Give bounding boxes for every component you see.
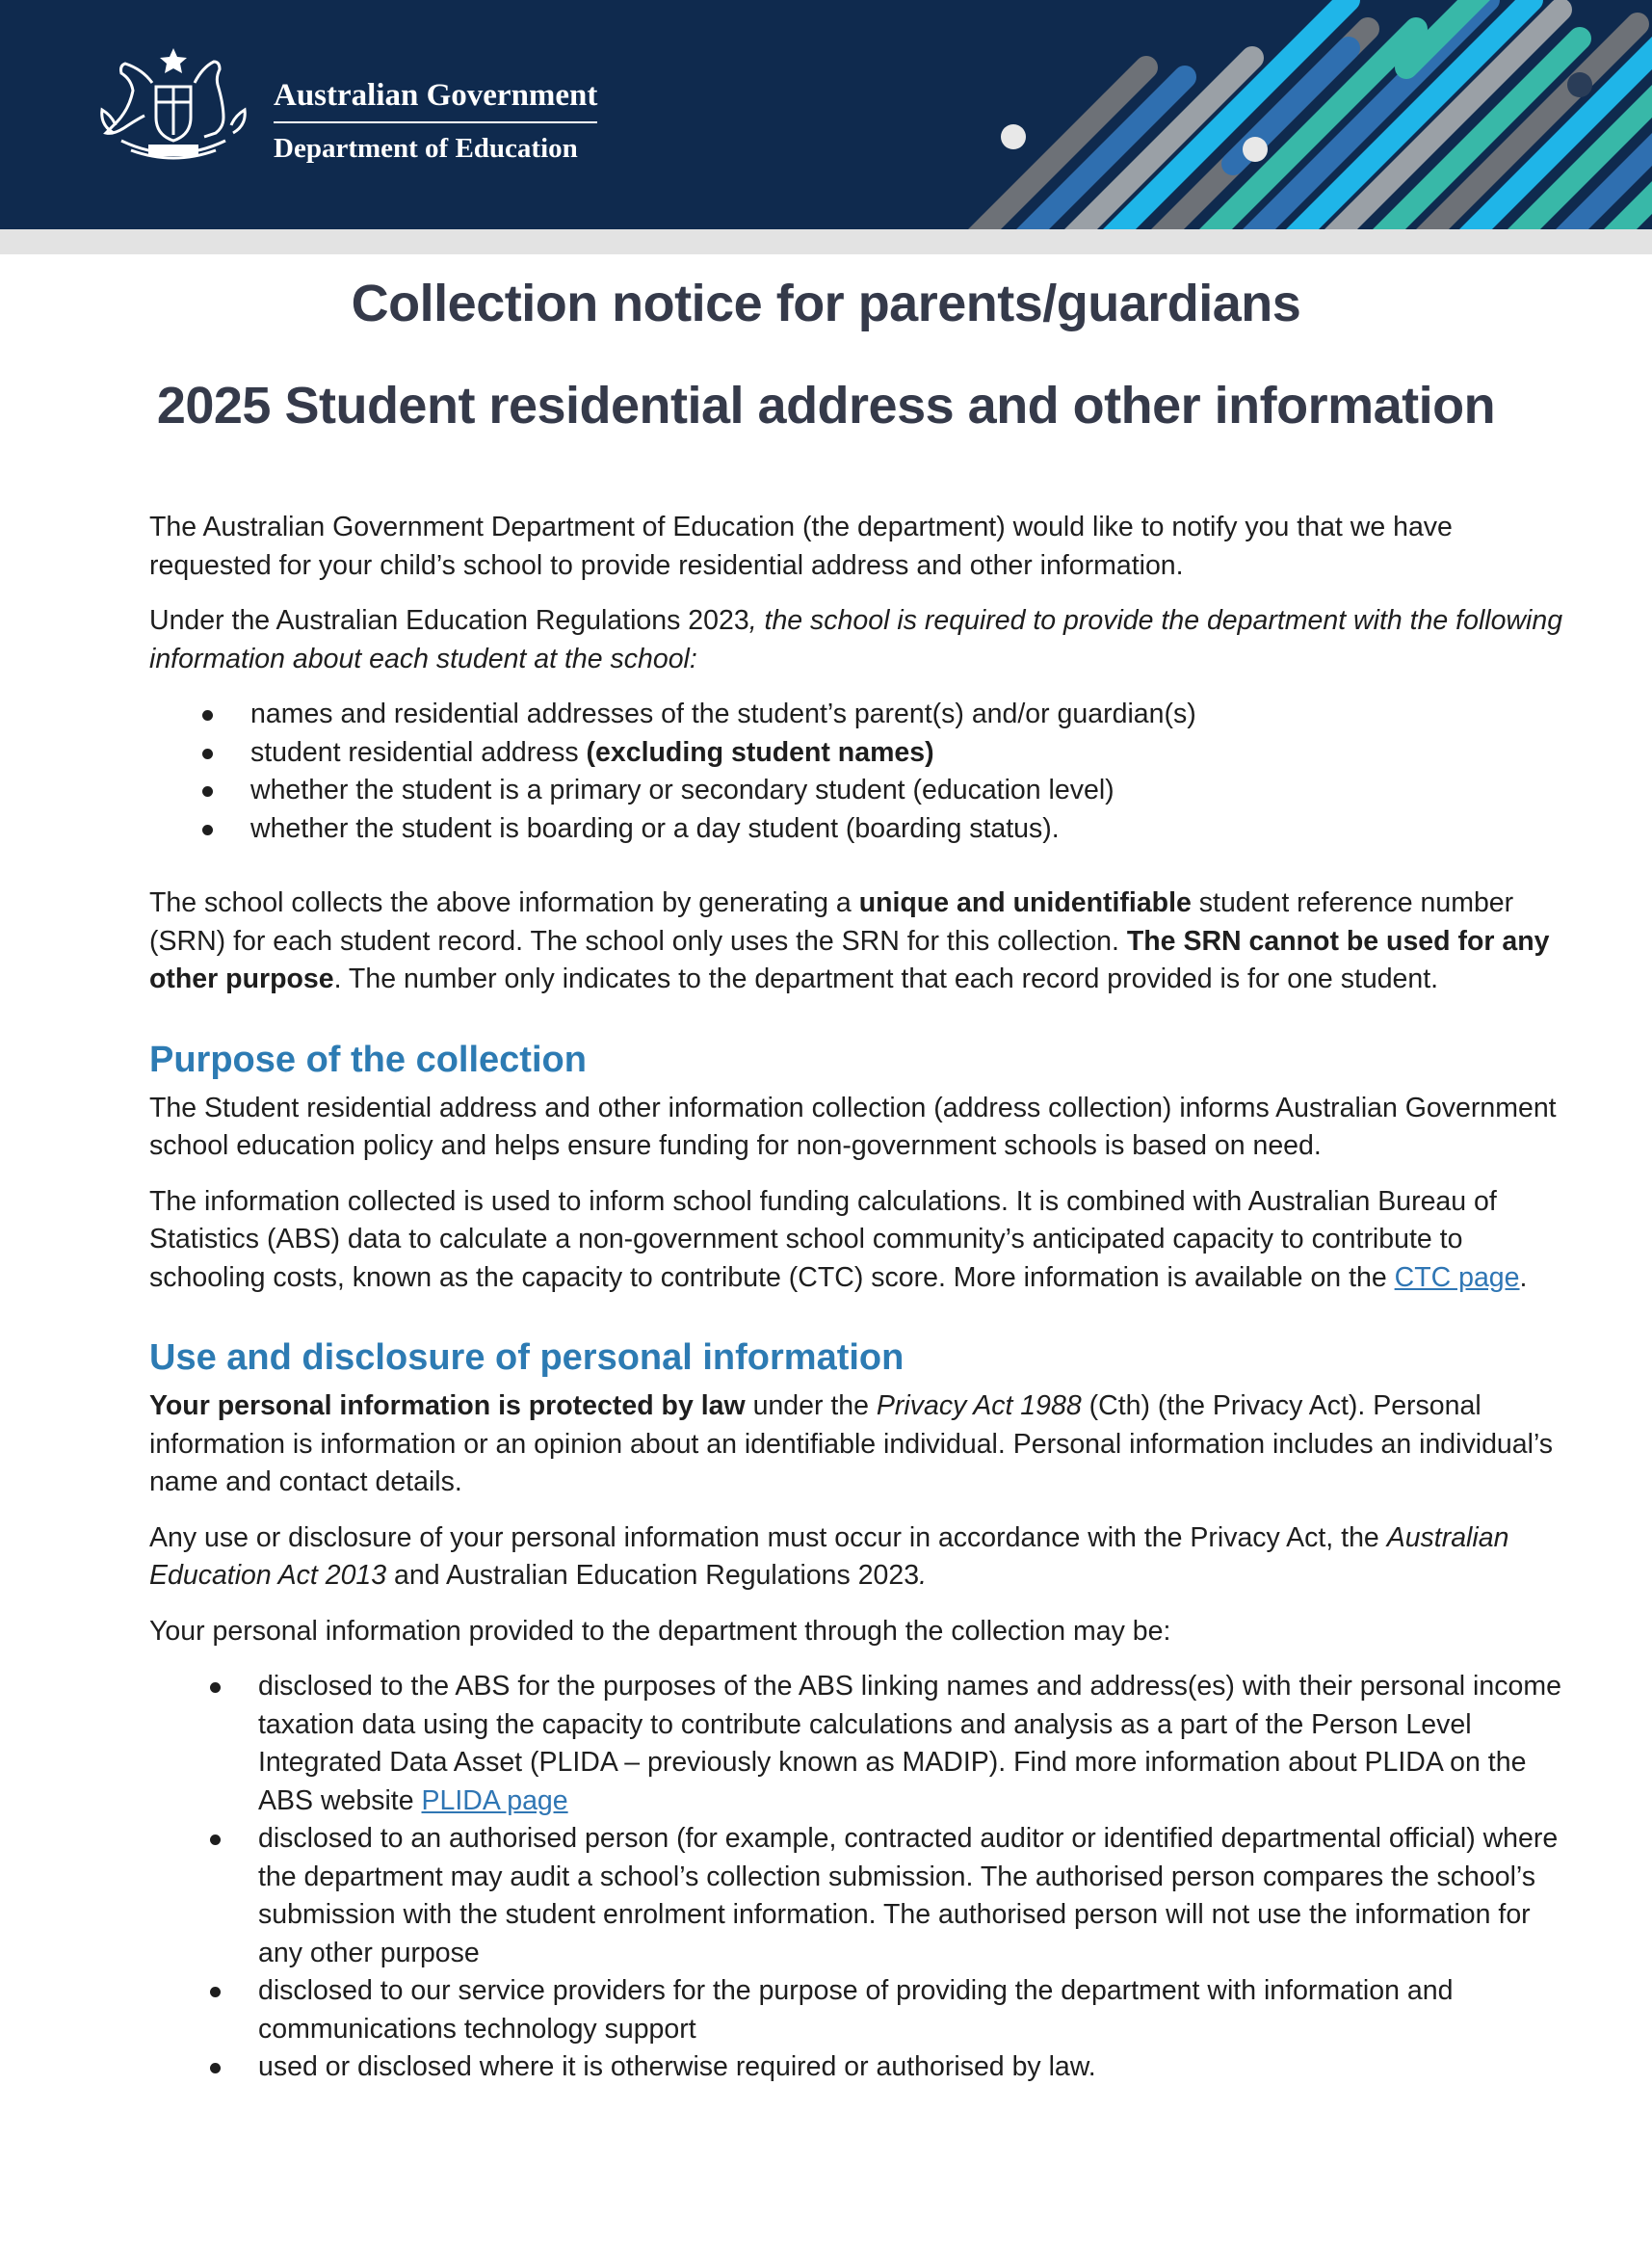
government-name: Australian Government bbox=[274, 75, 597, 123]
use-paragraph-3: Your personal information provided to the department through the collection may be: bbox=[149, 1615, 1171, 1647]
text-italic: Australian Education Act 2013 bbox=[149, 1521, 1509, 1591]
text-run: under the bbox=[745, 1390, 877, 1421]
list-item: whether the student is boarding or a day student (boarding status). bbox=[149, 810, 1565, 849]
text-run: . The number only indicates to the department that each record provided is for one student. bbox=[333, 964, 1439, 994]
intro-paragraph-1: The Australian Government Department of Education (the department) would like to notify you that we have requested for your child’s school to provide residential address and other information. bbox=[149, 512, 1453, 581]
list-item: disclosed to an authorised person (for example, contracted auditor or identified departmental official) where the department may audit a school’s collection submission. The authorised person compares the school’s submission with the student enrolment information. The authorised person will not use the information for any other purpose bbox=[149, 1820, 1565, 1972]
text-italic: Privacy Act 1988 bbox=[876, 1390, 1082, 1421]
list-item: names and residential addresses of the student’s parent(s) and/or guardian(s) bbox=[149, 696, 1565, 734]
use-paragraph-1 bbox=[149, 1387, 1565, 1502]
text-bold: The SRN cannot be used for any other purpose bbox=[149, 925, 1550, 994]
text-run: . bbox=[1519, 1261, 1528, 1293]
purpose-paragraph-1: The Student residential address and other information collection (address collection) informs Australian Government school education policy and helps ensure funding for non-government schools is based on need. bbox=[149, 1092, 1557, 1161]
intro-paragraph-2 bbox=[149, 602, 1565, 678]
intro-paragraph-3 bbox=[149, 884, 1565, 999]
text-run: student reference number (SRN) for each student record. The school only uses the SRN for this collection. bbox=[149, 887, 1514, 957]
list-item bbox=[149, 1668, 1565, 1820]
list-item-emphasis: (excluding student names) bbox=[586, 736, 934, 768]
text-run: Any use or disclosure of your personal information must occur in accordance with the Privacy Act, the bbox=[149, 1521, 1387, 1553]
list-item: disclosed to our service providers for the purpose of providing the department with information and communications technology support bbox=[149, 1972, 1565, 2048]
banner-divider bbox=[0, 229, 1652, 254]
list-item-text: disclosed to the ABS for the purposes of the ABS linking names and address(es) with their personal income taxation data using the capacity to contribute calculations and analysis as a part of the Person Level Integrated Data Asset (PLIDA – previously known as MADIP). Find more information about PLIDA on the ABS website bbox=[258, 1671, 1561, 1816]
intro-p2-text: Under the Australian Education Regulations 2023 bbox=[149, 605, 749, 636]
document-body bbox=[149, 509, 1565, 2087]
ctc-page-link[interactable]: CTC page bbox=[1394, 1261, 1520, 1293]
intro-p2-italic: , the school is required to provide the department with the following information about each student at the school: bbox=[149, 605, 1563, 674]
department-name: Department of Education bbox=[274, 133, 578, 164]
text-run: The school collects the above information by generating a bbox=[149, 887, 859, 918]
page-title: Collection notice for parents/guardians bbox=[351, 275, 1301, 332]
text-run: and Australian Education Regulations 2023 bbox=[386, 1560, 920, 1591]
commonwealth-coat-of-arms-icon bbox=[92, 44, 254, 170]
text-bold: Your personal information is protected by law bbox=[149, 1390, 746, 1421]
purpose-paragraph-2 bbox=[149, 1183, 1565, 1298]
text-run: (Cth) (the Privacy Act). Personal information is information or an opinion about an identifiable individual. Personal information includes an individual’s name and contact details. bbox=[149, 1390, 1554, 1497]
list-item bbox=[149, 734, 1565, 773]
plida-page-link[interactable]: PLIDA page bbox=[421, 1784, 568, 1816]
list-item: whether the student is a primary or secondary student (education level) bbox=[149, 772, 1565, 810]
government-brand bbox=[274, 75, 597, 168]
list-item: used or disclosed where it is otherwise required or authorised by law. bbox=[149, 2048, 1565, 2087]
text-italic: . bbox=[919, 1560, 928, 1591]
use-paragraph-2 bbox=[149, 1519, 1565, 1596]
section-heading-purpose: Purpose of the collection bbox=[149, 1039, 587, 1080]
header-banner bbox=[0, 0, 1652, 229]
disclosure-list bbox=[149, 1668, 1565, 2087]
text-run: The information collected is used to inform school funding calculations. It is combined with Australian Bureau of Statistics (ABS) data to calculate a non-government school community’s anticipated capacity to contribute to schooling costs, known as the capacity to contribute (CTC) score. More information is available on the bbox=[149, 1185, 1497, 1293]
required-information-list bbox=[149, 696, 1565, 848]
text-bold: unique and unidentifiable bbox=[858, 887, 1192, 918]
page-subtitle: 2025 Student residential address and other information bbox=[156, 377, 1496, 435]
document-titles bbox=[0, 268, 1652, 441]
list-item-text: student residential address bbox=[250, 736, 587, 768]
section-heading-use-disclosure: Use and disclosure of personal information bbox=[149, 1337, 905, 1378]
